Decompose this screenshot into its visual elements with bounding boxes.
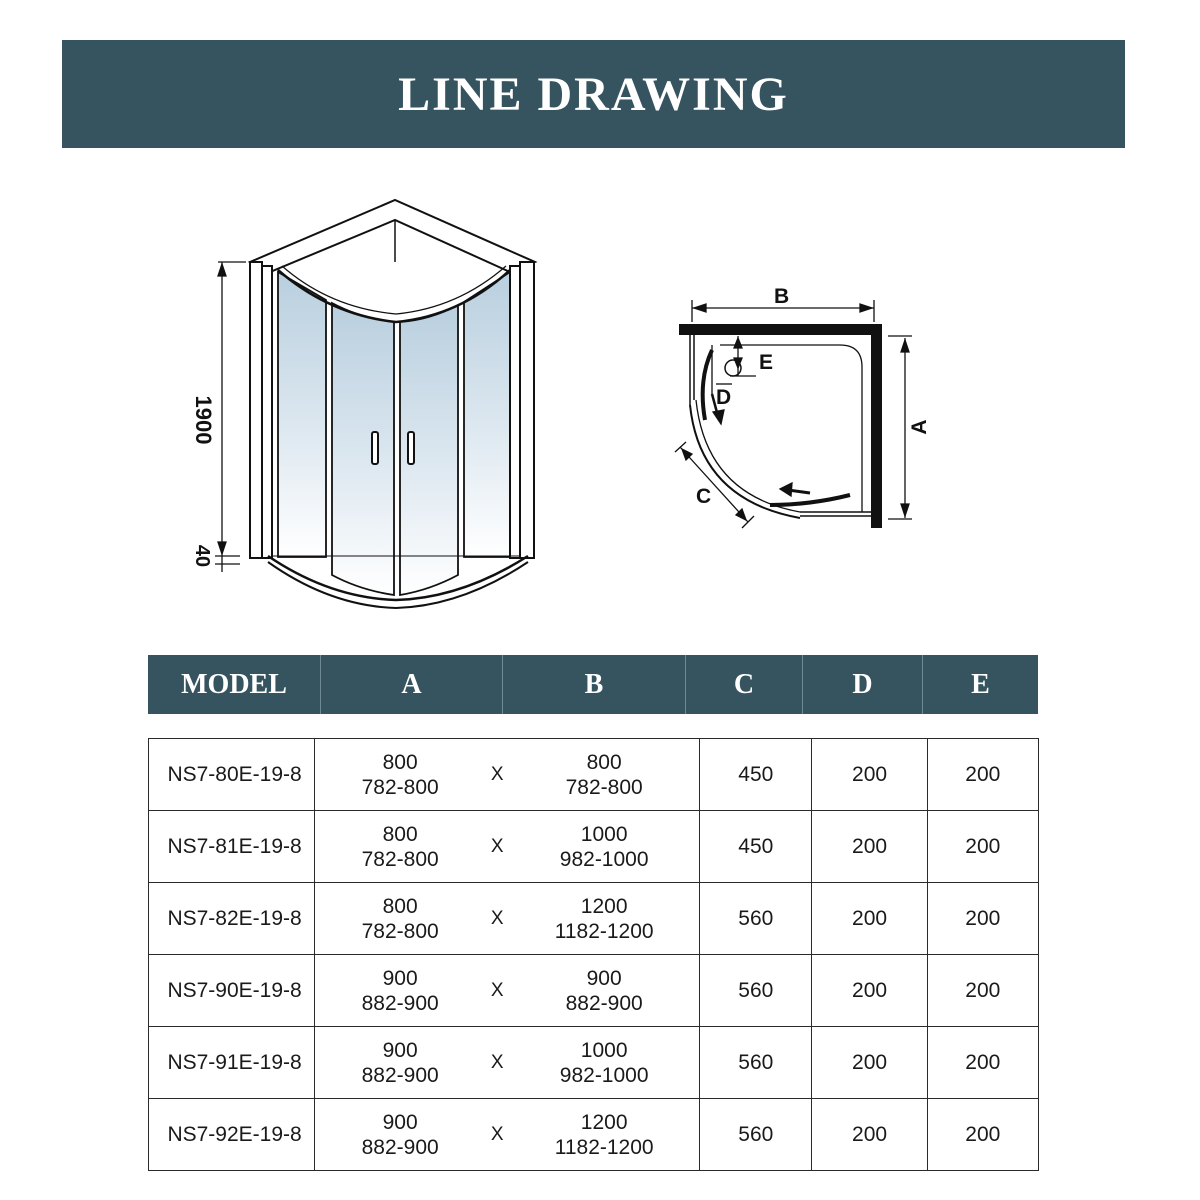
header-d: D xyxy=(803,655,923,714)
d-cell: 200 xyxy=(812,811,927,883)
spec-table xyxy=(148,738,1039,1171)
c-cell: 560 xyxy=(700,1027,812,1099)
e-cell: 200 xyxy=(927,811,1038,883)
c-cell: 450 xyxy=(700,811,812,883)
separator-x: X xyxy=(490,1051,504,1073)
b-nominal: 1200 xyxy=(580,1110,628,1134)
a-nominal: 900 xyxy=(382,1110,418,1134)
d-cell: 200 xyxy=(812,883,927,955)
header-e: E xyxy=(971,668,990,700)
height-dimension xyxy=(215,262,246,572)
a-range: 882-900 xyxy=(361,1135,439,1159)
plan-label-b: B xyxy=(774,285,790,308)
a-range: 882-900 xyxy=(361,1063,439,1087)
c-cell: 560 xyxy=(700,955,812,1027)
model-cell: NS7-90E-19-8 xyxy=(149,955,315,1027)
e-cell: 200 xyxy=(927,1027,1038,1099)
b-range: 982-1000 xyxy=(559,847,649,871)
a-nominal: 800 xyxy=(382,894,418,918)
b-range: 782-800 xyxy=(565,775,643,799)
table-row xyxy=(149,1099,1039,1171)
e-cell: 200 xyxy=(927,1099,1038,1171)
table-row xyxy=(149,739,1039,811)
model-cell: NS7-82E-19-8 xyxy=(149,883,315,955)
b-range: 982-1000 xyxy=(559,1063,649,1087)
separator-x: X xyxy=(490,907,504,929)
ab-cell xyxy=(315,955,700,1027)
model-cell: NS7-91E-19-8 xyxy=(149,1027,315,1099)
e-cell: 200 xyxy=(927,739,1038,811)
plan-label-d: D xyxy=(716,386,732,409)
a-range: 882-900 xyxy=(361,991,439,1015)
a-nominal: 800 xyxy=(382,822,418,846)
plan-label-e: E xyxy=(759,351,774,374)
d-cell: 200 xyxy=(812,1099,927,1171)
separator-x: X xyxy=(490,835,504,857)
plan-label-c: C xyxy=(696,485,712,508)
height-label: 1900 xyxy=(191,395,216,445)
enclosure-3d-view xyxy=(250,200,535,608)
table-row xyxy=(149,811,1039,883)
b-nominal: 1200 xyxy=(580,894,628,918)
a-range: 782-800 xyxy=(361,775,439,799)
model-cell: NS7-80E-19-8 xyxy=(149,739,315,811)
header-a: A xyxy=(321,655,503,714)
a-range: 782-800 xyxy=(361,919,439,943)
page-title: LINE DRAWING xyxy=(398,67,789,121)
header-model: MODEL xyxy=(148,655,321,714)
b-nominal: 800 xyxy=(586,750,622,774)
a-nominal: 900 xyxy=(382,966,418,990)
c-cell: 560 xyxy=(700,1099,812,1171)
c-cell: 450 xyxy=(700,739,812,811)
ab-cell xyxy=(315,883,700,955)
b-range: 882-900 xyxy=(565,991,643,1015)
table-row xyxy=(149,955,1039,1027)
table-row xyxy=(149,883,1039,955)
ab-cell xyxy=(315,1027,700,1099)
ab-cell xyxy=(315,811,700,883)
ab-cell xyxy=(315,739,700,811)
e-cell: 200 xyxy=(927,955,1038,1027)
header-c: C xyxy=(686,655,803,714)
header-b: B xyxy=(503,655,686,714)
a-nominal: 800 xyxy=(382,750,418,774)
separator-x: X xyxy=(490,1123,504,1145)
table-row xyxy=(149,1027,1039,1099)
model-cell: NS7-92E-19-8 xyxy=(149,1099,315,1171)
plan-label-a: A xyxy=(908,419,931,435)
d-cell: 200 xyxy=(812,955,927,1027)
model-cell: NS7-81E-19-8 xyxy=(149,811,315,883)
b-range: 1182-1200 xyxy=(554,919,654,943)
d-cell: 200 xyxy=(812,739,927,811)
a-nominal: 900 xyxy=(382,1038,418,1062)
b-nominal: 1000 xyxy=(580,822,628,846)
d-cell: 200 xyxy=(812,1027,927,1099)
e-cell: 200 xyxy=(927,883,1038,955)
ab-cell xyxy=(315,1099,700,1171)
c-cell: 560 xyxy=(700,883,812,955)
base-label: 40 xyxy=(191,544,213,568)
b-range: 1182-1200 xyxy=(554,1135,654,1159)
a-range: 782-800 xyxy=(361,847,439,871)
separator-x: X xyxy=(490,763,504,785)
spec-table-header xyxy=(148,655,1038,714)
separator-x: X xyxy=(490,979,504,1001)
b-nominal: 1000 xyxy=(580,1038,628,1062)
b-nominal: 900 xyxy=(586,966,622,990)
